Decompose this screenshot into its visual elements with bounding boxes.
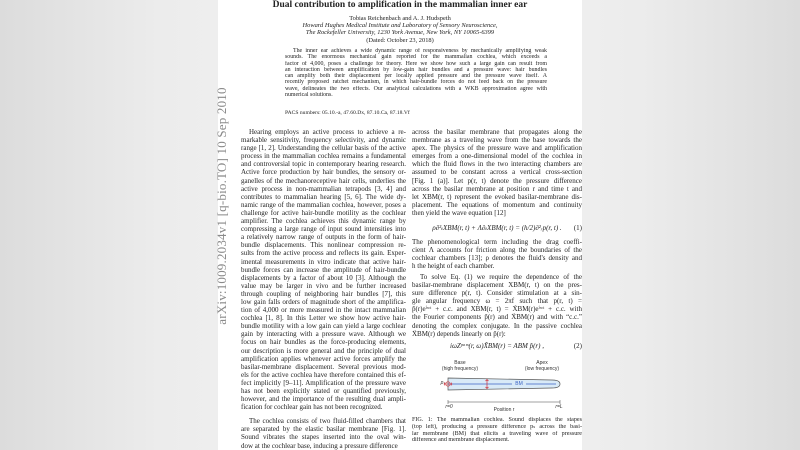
text-line: [Fig. 1 (a)]. Let p(r, t) denote the pressure difference <box>412 176 582 185</box>
text-line: To solve Eq. (1) we require the dependence of the <box>420 273 582 281</box>
text-line: recently proposed ratchet mechanism, in which hair-bundle forces do not feed back on the pressure <box>285 79 547 86</box>
text-line: Active force production by hair bundles, the sensory or- <box>241 168 406 177</box>
text-line: are separated by the elastic basilar membrane [Fig. 1]. <box>241 425 406 434</box>
text-line: apex. The physics of the pressure wave and amplification <box>412 144 582 153</box>
base-label: Base <box>454 360 466 366</box>
text-line: our description is more general and the principle of dual <box>241 346 406 355</box>
text-line: denoting the complex conjugate. In the passive cochlea <box>412 321 582 330</box>
ps-label: pₛ <box>440 380 446 386</box>
text-line: Sound vibrates the stapes inserted into the oval win- <box>241 433 406 442</box>
text-line: placement. The equations of momentum and continuity <box>412 200 582 209</box>
text-line: challenge for active hair-bundle motility as the cochlear <box>241 208 406 217</box>
text-line: low gain falls orders of magnitude short of the amplifica- <box>241 297 406 306</box>
text-line: sults from the active process and reflects its gain. Exper- <box>241 249 406 258</box>
text-line: across the basilar membrane at position r and time t and <box>412 184 582 193</box>
text-line: bundle displacements. This nonlinear compression re- <box>241 241 406 250</box>
text-line: h the height of each chamber. <box>412 262 495 271</box>
text-line: els for the active cochlea have therefore contained this ef- <box>241 370 406 379</box>
affiliation-line-2: The Rockefeller University, 1230 York Avenue, New York, NY 10065-6399 <box>305 29 495 36</box>
text-line: has not been explicitly stated or quantified previously, <box>241 387 406 395</box>
text-line: numerical solutions. <box>285 92 333 99</box>
text-line: lar membrane (BM) that elicits a traveling wave of pressure <box>412 430 582 437</box>
text-line: process in the mammalian cochlea remains a fundamental <box>241 152 406 161</box>
text-line: cochlear chambers [13]; ρ denotes the fluid's density and <box>412 254 582 263</box>
text-line: and controversial topic in contemporary hearing research. <box>241 160 406 169</box>
text-line: basilar-membrane displacement XBM(r, t) on the pres- <box>412 281 582 290</box>
text-line: markable sensitivity, frequency selectivity, and dynamic <box>241 136 406 145</box>
text-line: (top left), producing a pressure difference pₛ across the basi- <box>412 423 582 430</box>
text-line: which the fluid flows in the two interacting chambers are <box>412 160 582 169</box>
apex-subtitle: (low frequency) <box>524 366 560 372</box>
text-line: the Fourier components p̃(r) and X̃BM(r) and with “c.c.” <box>412 313 582 322</box>
text-line: The phenomenological term including the drag coeffi- <box>412 238 582 246</box>
text-line: factor of 4,000, poses a challenge for theory. Here we show how such a large gain can result from <box>285 60 547 67</box>
text-line: however, and the importance of the resulting dual ampli- <box>241 395 406 404</box>
text-line: The inner ear achieves a wide dynamic range of responsiveness by mechanically amplifying weak <box>293 48 547 54</box>
text-line: The cochlea consists of two fluid-filled chambers that <box>249 417 406 426</box>
text-line: fect implicitly [9–11]. Amplification of the pressure wave <box>241 378 406 387</box>
text-line: a relatively narrow range of outputs in the form of hair- <box>241 233 406 242</box>
text-line: membrane as a traveling wave from the base towards the <box>412 136 582 145</box>
text-line: can amplify both their displacement per locally applied pressure and the pressure wave itself. A <box>285 73 547 80</box>
right-column-paragraph-3 <box>412 273 582 338</box>
text-line: assumed to be constant across a vertical cross-section <box>412 168 582 177</box>
text-line: FIG. 1: The mammalian cochlea. Sound displaces the stapes <box>412 417 582 423</box>
affiliation-line-1: Howard Hughes Medical Institute and Laboratory of Sensory Neuroscience, <box>302 22 498 29</box>
text-line: tion of 4,000 or more measured in the intact mammalian <box>241 306 406 315</box>
text-line: cochlea [1, 8]. In this Letter we show how active hair- <box>241 314 406 323</box>
equation-1-number: (1) <box>573 224 582 232</box>
text-line: amplifier. The cochlea achieves this dynamic range by <box>241 217 406 226</box>
text-line: range [1, 2]. Understanding the cellular basis of the active <box>241 144 406 153</box>
text-line: an interaction between amplification by low-gain hair bundles and a pressure wave: hair bundles <box>285 66 547 73</box>
base-subtitle: (high frequency) <box>441 366 479 372</box>
text-line: dow at the cochlear base, inducing a pressure difference <box>241 441 398 450</box>
equation-2-number: (2) <box>573 342 582 350</box>
text-line: bundle forces can increase the amplitude of hair-bundle <box>241 265 406 274</box>
text-line: wave, delineates the two effects. Our analytical calculations with a WKB approximation agree with <box>285 85 547 92</box>
text-line: gain by interacting with a pressure wave. Although we <box>241 330 406 339</box>
pacs-numbers: PACS numbers: 05.10.-a, 47.60.Dx, 87.10.Ca, 87.18.Vf <box>285 110 410 116</box>
text-line: amplification applies whenever active forces amplify the <box>241 354 406 363</box>
date-line: (Dated: October 23, 2018) <box>366 37 434 44</box>
bm-label: BM <box>512 381 526 387</box>
text-line: imental measurements in vitro indicate that active hair- <box>241 257 406 266</box>
text-line: X̃BM(r) depends linearly on p̃(r): <box>412 329 506 338</box>
apex-label: Apex <box>536 360 548 366</box>
equation-2-text: iωZᵖᵃˢˢ(r, ω)X̃BM(r) = ABM p̃(r) , <box>450 342 544 350</box>
text-line: through coupling of neighboring hair bundles [7], this <box>241 289 406 298</box>
text-line: active process in non-mammalian tetrapods [3, 4] and <box>241 184 406 193</box>
text-line: sure difference p(r, t). Consider stimulation at a sin- <box>412 289 582 298</box>
text-line: basilar-membrane displacement. Several previous mod- <box>241 362 406 371</box>
left-column <box>241 128 406 450</box>
right-column-paragraph-1 <box>412 128 582 217</box>
rL-label: r=L <box>555 404 563 410</box>
text-line: fication for cochlear gain has not been recognized. <box>241 403 383 412</box>
text-line: ganelles of the mechanoreceptive hair cells, underlies the <box>241 176 406 185</box>
text-line: namic range of the mammalian cochlea, however, poses a <box>241 200 406 209</box>
text-line: let XBM(r, t) represent the evoked basilar-membrane dis- <box>412 192 582 201</box>
text-line: Hearing employs an active process to achieve a re- <box>249 128 406 136</box>
text-line: bundle motility with a low gain can yield a large cochlear <box>241 322 406 331</box>
figure-1-cochlea <box>440 360 570 415</box>
text-line: across the basilar membrane that propagates along the <box>412 128 582 136</box>
right-column-paragraph-2 <box>412 238 582 270</box>
authors: Tobias Reichenbach and A. J. Hudspeth <box>349 15 451 22</box>
text-line: contributes to mammalian hearing [5, 6]. The wide dy- <box>241 192 406 201</box>
text-line: then yield the wave equation [12] <box>412 208 506 217</box>
equation-1-text: ρ∂²ₜXBM(r, t) + Λ∂ₜXBM(r, t) = (h/2)∂²ᵣp(r, t) . <box>432 224 562 232</box>
text-line: focus on hair bundles as the force-producing elements, <box>241 338 406 347</box>
text-line: displacements by a factor of about 10 [3]. Although the <box>241 273 406 282</box>
arxiv-stamp: arXiv:1009.2034v1 [q-bio.TO] 10 Sep 2010 <box>214 87 229 325</box>
figure-1-caption <box>412 417 582 444</box>
text-line: difference and membrane displacement. <box>412 437 510 444</box>
text-line: value may be larger in vivo and be further increased <box>241 281 406 290</box>
text-line: compressing a large range of input sound intensities into <box>241 225 406 234</box>
text-line: cient Λ accounts for friction along the boundaries of the <box>412 246 582 255</box>
equation-1 <box>412 224 582 232</box>
text-line: sounds. The enormous mechanical gain reported for the mammalian cochlea, which exceeds a <box>285 54 547 61</box>
text-line: p̃(r)eⁱʷᵗ + c.c. and XBM(r, t) = X̃BM(r)eⁱʷᵗ + c.c. with <box>412 305 582 314</box>
text-line: emerges from a one-dimensional model of the cochlea in <box>412 152 582 161</box>
paper-title: Dual contribution to amplification in the mammalian inner ear <box>272 0 528 10</box>
text-line: gle angular frequency ω = 2πf such that p(r, t) = <box>412 297 582 306</box>
abstract <box>285 48 547 98</box>
r0-label: r=0 <box>445 404 453 410</box>
axis-label: Position r <box>484 407 524 413</box>
equation-2 <box>412 342 582 350</box>
